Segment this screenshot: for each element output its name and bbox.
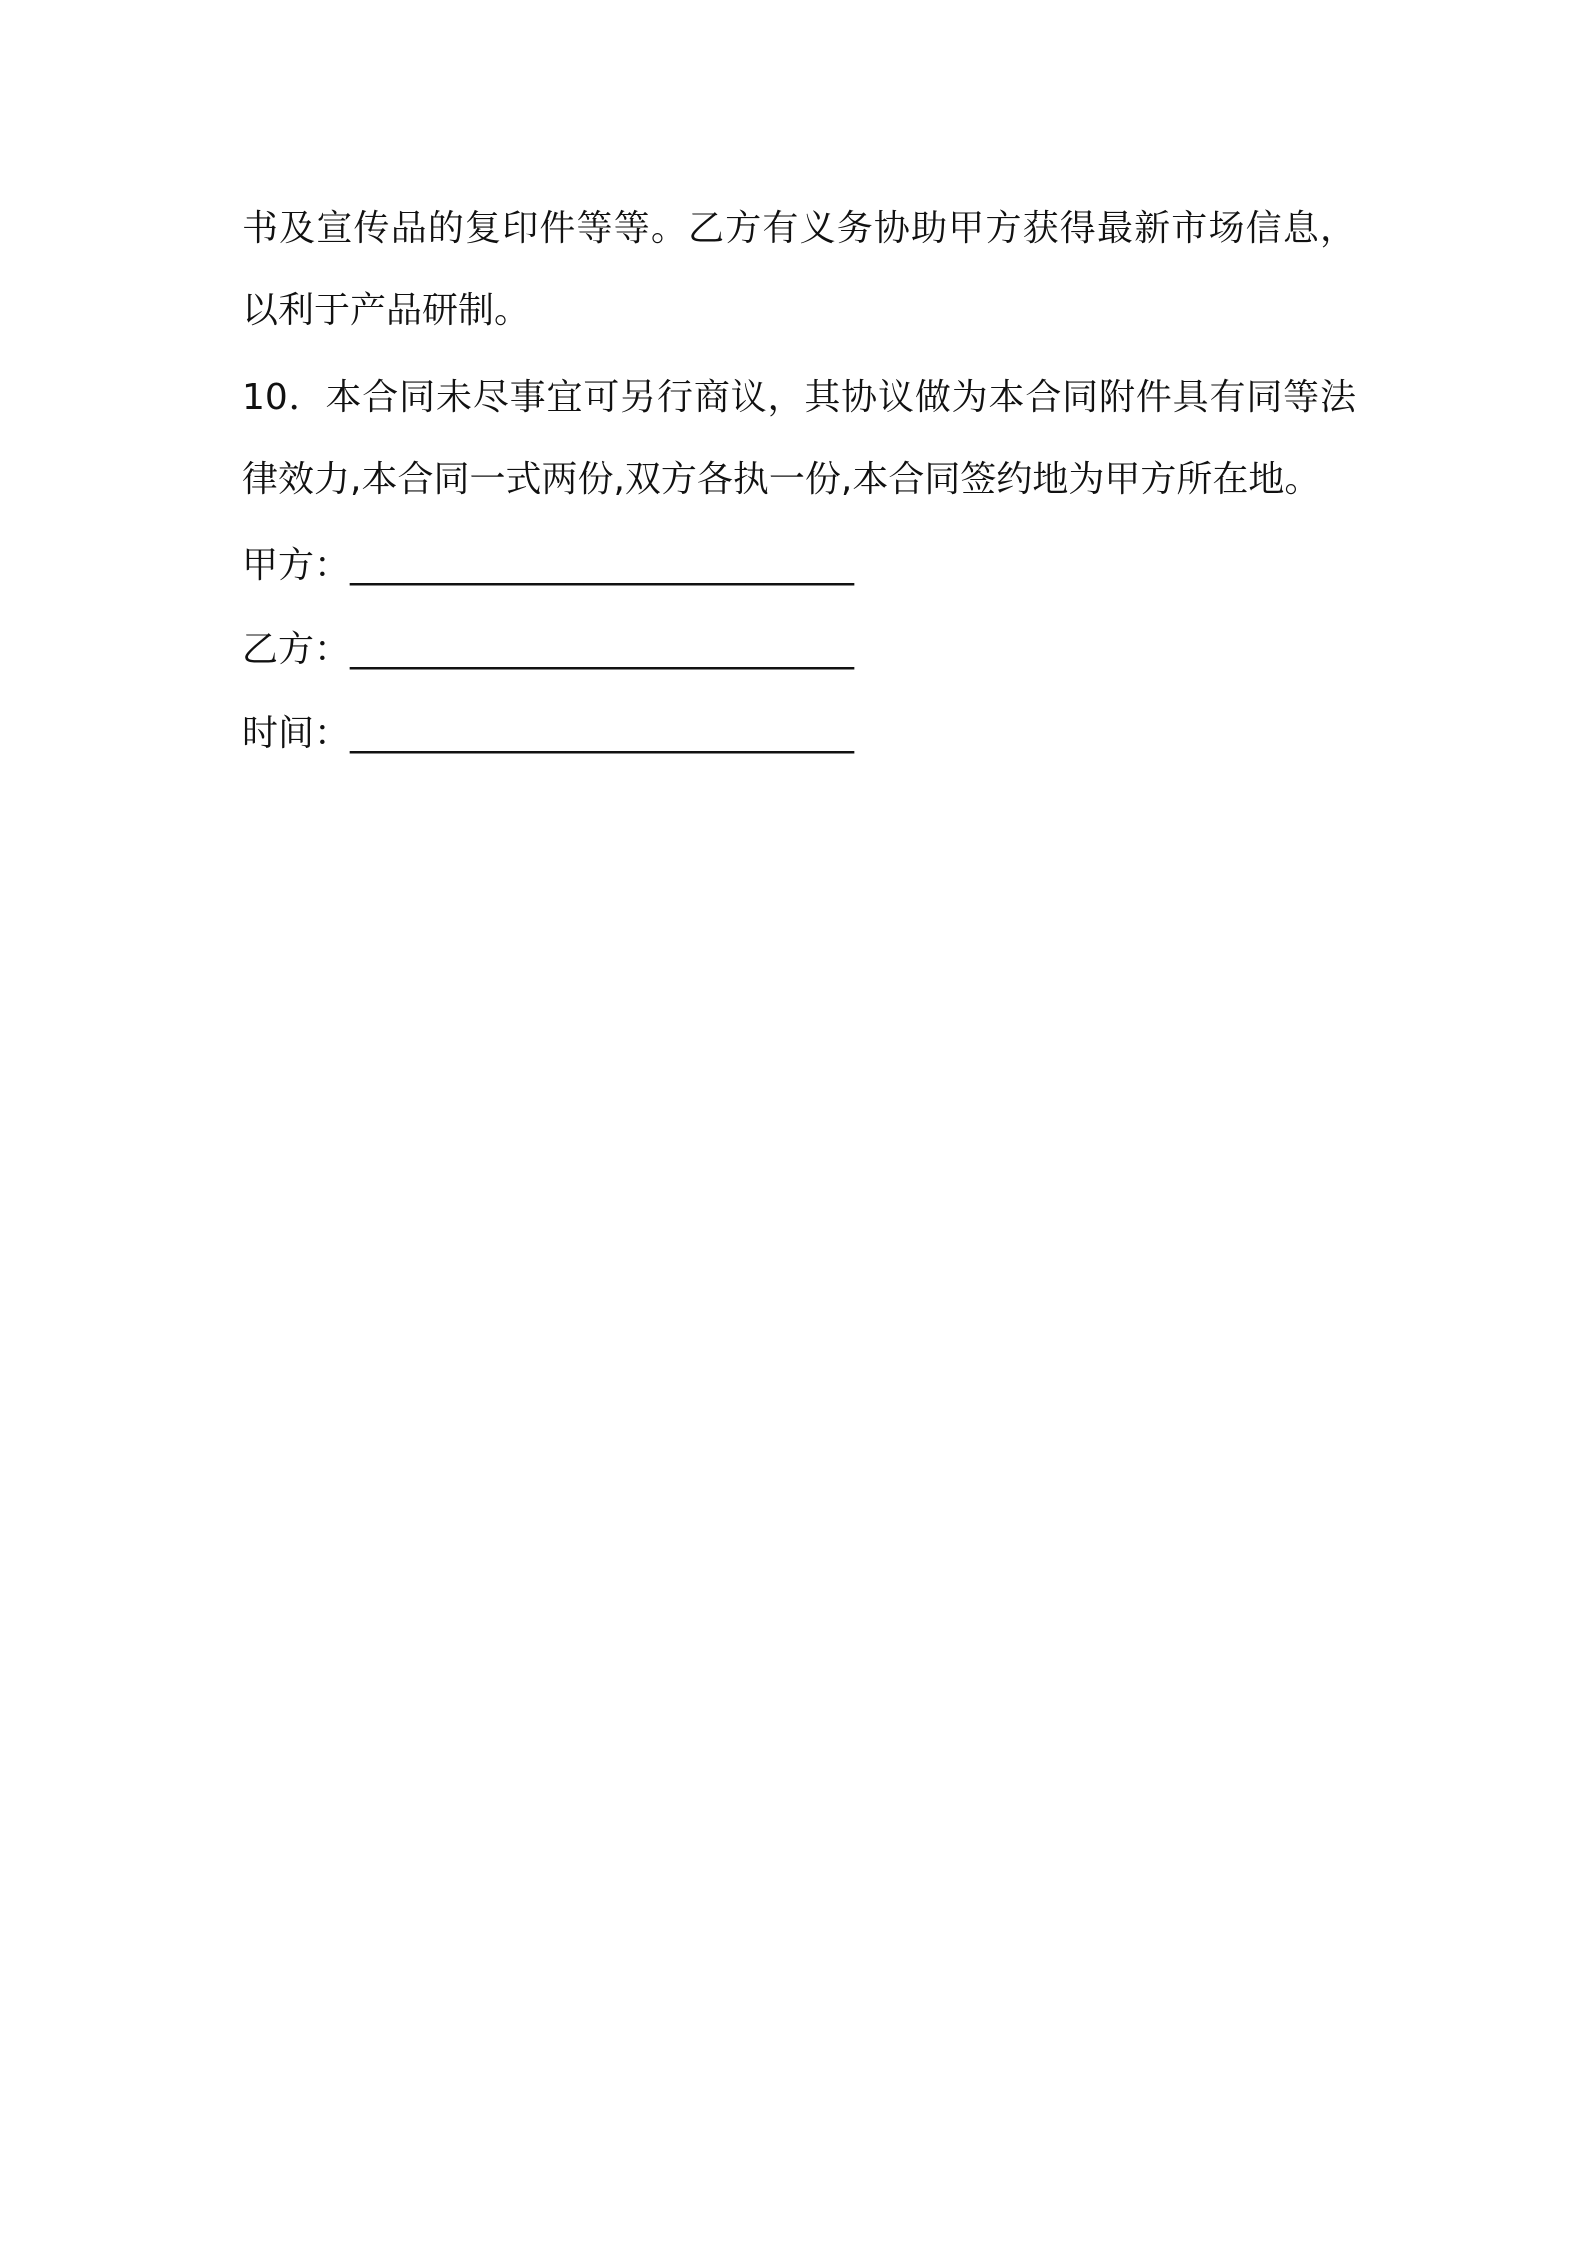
signature-party-b <box>242 625 942 675</box>
signature-party-a <box>242 541 942 591</box>
signature-label: 时间： <box>242 713 351 754</box>
clause-9-line-2: 以利于产品研制。 <box>242 290 531 331</box>
clause-9-line-1: 书及宣传品的复印件等等。乙方有义务协助甲方获得最新市场信息， <box>242 208 1356 249</box>
clause-10-line-2: 律效力,本合同一式两份,双方各执一份,本合同签约地为甲方所在地。 <box>242 459 1321 500</box>
signature-label: 甲方： <box>242 545 351 586</box>
signature-blank-line: ____________________________ <box>350 629 855 670</box>
clause-10-line-1: 10．本合同未尽事宜可另行商议，其协议做为本合同附件具有同等法 <box>242 377 1356 418</box>
signature-blank-line: ____________________________ <box>350 713 855 754</box>
signature-label: 乙方： <box>242 629 351 670</box>
signature-date <box>242 709 942 759</box>
signature-blank-line: ____________________________ <box>350 545 855 586</box>
